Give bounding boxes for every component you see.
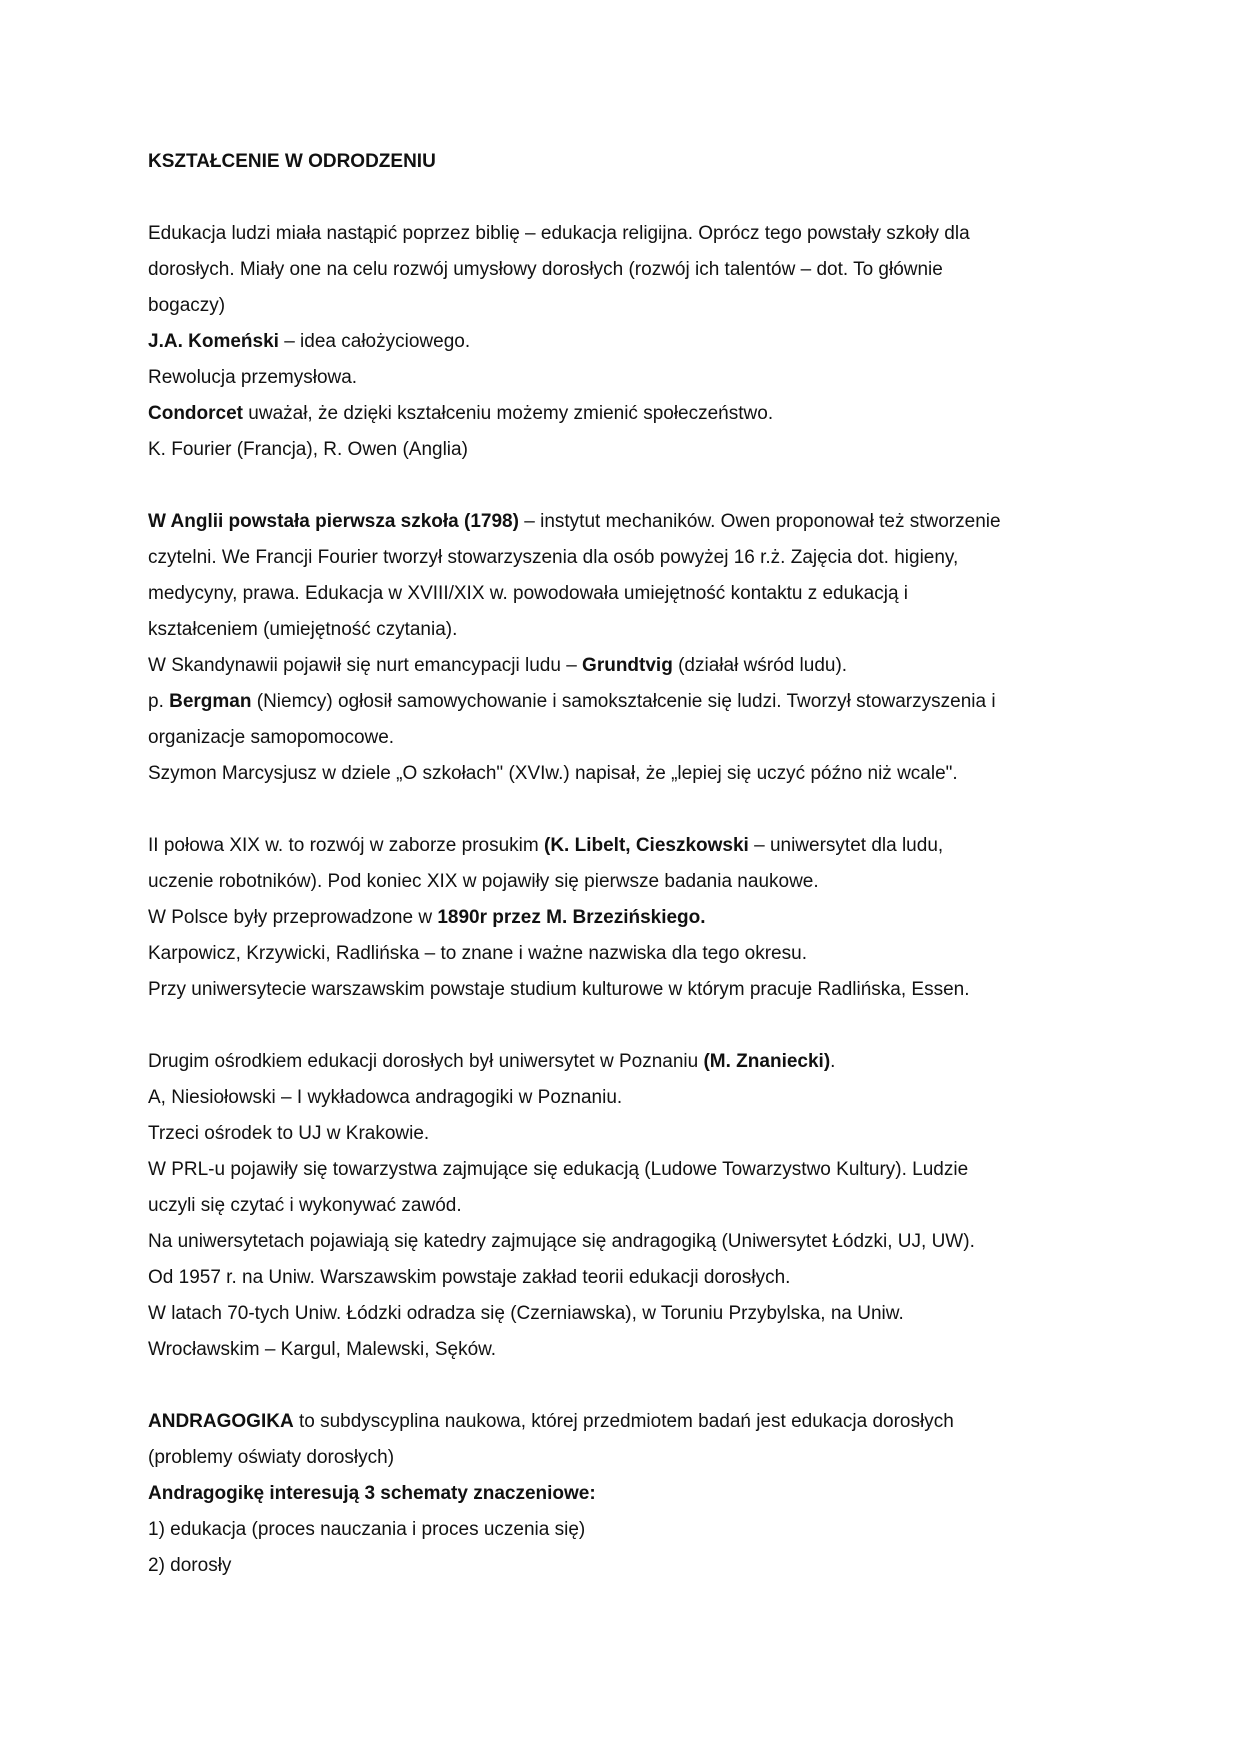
paragraph-line: bogaczy)	[148, 295, 226, 316]
paragraph-line: Przy uniwersytecie warszawskim powstaje studium kulturowe w którym pracuje Radlińska, Essen.	[148, 979, 970, 1000]
list-item: 2) dorosły	[148, 1555, 232, 1576]
paragraph-line: medycyny, prawa. Edukacja w XVIII/XIX w. powodowała umiejętność kontaktu z edukacją i	[148, 583, 909, 604]
paragraph-line: II połowa XIX w. to rozwój w zaborze prosukim (K. Libelt, Cieszkowski – uniwersytet dla ludu,	[148, 835, 944, 856]
paragraph-line: ANDRAGOGIKA to subdyscyplina naukowa, której przedmiotem badań jest edukacja dorosłych	[148, 1411, 954, 1432]
paragraph-line: kształceniem (umiejętność czytania).	[148, 619, 458, 640]
paragraph-line: p. Bergman (Niemcy) ogłosił samowychowanie i samokształcenie się ludzi. Tworzył stowarzyszenia i	[148, 691, 996, 712]
paragraph-line: J.A. Komeński – idea całożyciowego.	[148, 331, 471, 352]
paragraph-line: organizacje samopomocowe.	[148, 727, 395, 748]
paragraph-line: Drugim ośrodkiem edukacji dorosłych był uniwersytet w Poznaniu (M. Znaniecki).	[148, 1051, 836, 1072]
paragraph-line: Condorcet uważał, że dzięki kształceniu możemy zmienić społeczeństwo.	[148, 403, 774, 424]
paragraph-line: W latach 70-tych Uniw. Łódzki odradza się (Czerniawska), w Toruniu Przybylska, na Uniw.	[148, 1303, 904, 1324]
document-title: KSZTAŁCENIE W ODRODZENIU	[148, 151, 436, 172]
paragraph-line: W PRL-u pojawiły się towarzystwa zajmujące się edukacją (Ludowe Towarzystwo Kultury). Ludzie	[148, 1159, 969, 1180]
paragraph-line: Trzeci ośrodek to UJ w Krakowie.	[148, 1123, 430, 1144]
paragraph-line: Karpowicz, Krzywicki, Radlińska – to znane i ważne nazwiska dla tego okresu.	[148, 943, 807, 964]
paragraph-line: czytelni. We Francji Fourier tworzył stowarzyszenia dla osób powyżej 16 r.ż. Zajęcia dot. higieny,	[148, 547, 959, 568]
document-body	[148, 144, 1108, 1584]
paragraph-line: Szymon Marcysjusz w dziele „O szkołach" (XVIw.) napisał, że „lepiej się uczyć późno niż wcale".	[148, 763, 958, 784]
paragraph-line: uczyli się czytać i wykonywać zawód.	[148, 1195, 462, 1216]
paragraph-line: dorosłych. Miały one na celu rozwój umysłowy dorosłych (rozwój ich talentów – dot. To głównie	[148, 259, 943, 280]
paragraph-line: Wrocławskim – Kargul, Malewski, Sęków.	[148, 1339, 497, 1360]
section-heading: Andragogikę interesują 3 schematy znaczeniowe:	[148, 1483, 596, 1504]
paragraph-line: W Skandynawii pojawił się nurt emancypacji ludu – Grundtvig (działał wśród ludu).	[148, 655, 848, 676]
paragraph-line: W Anglii powstała pierwsza szkoła (1798) – instytut mechaników. Owen proponował też stworzenie	[148, 511, 1001, 532]
paragraph-line: K. Fourier (Francja), R. Owen (Anglia)	[148, 439, 468, 460]
paragraph-line: (problemy oświaty dorosłych)	[148, 1447, 395, 1468]
paragraph-line: Od 1957 r. na Uniw. Warszawskim powstaje zakład teorii edukacji dorosłych.	[148, 1267, 791, 1288]
paragraph-line: Rewolucja przemysłowa.	[148, 367, 358, 388]
paragraph-line: W Polsce były przeprowadzone w 1890r przez M. Brzezińskiego.	[148, 907, 706, 928]
list-item: 1) edukacja (proces nauczania i proces uczenia się)	[148, 1519, 586, 1540]
paragraph-line: A, Niesiołowski – I wykładowca andragogiki w Poznaniu.	[148, 1087, 623, 1108]
paragraph-line: Na uniwersytetach pojawiają się katedry zajmujące się andragogiką (Uniwersytet Łódzki, UJ, UW).	[148, 1231, 975, 1252]
paragraph-line: Edukacja ludzi miała nastąpić poprzez biblię – edukacja religijna. Oprócz tego powstały szkoły dla	[148, 223, 970, 244]
paragraph-line: uczenie robotników). Pod koniec XIX w pojawiły się pierwsze badania naukowe.	[148, 871, 819, 892]
